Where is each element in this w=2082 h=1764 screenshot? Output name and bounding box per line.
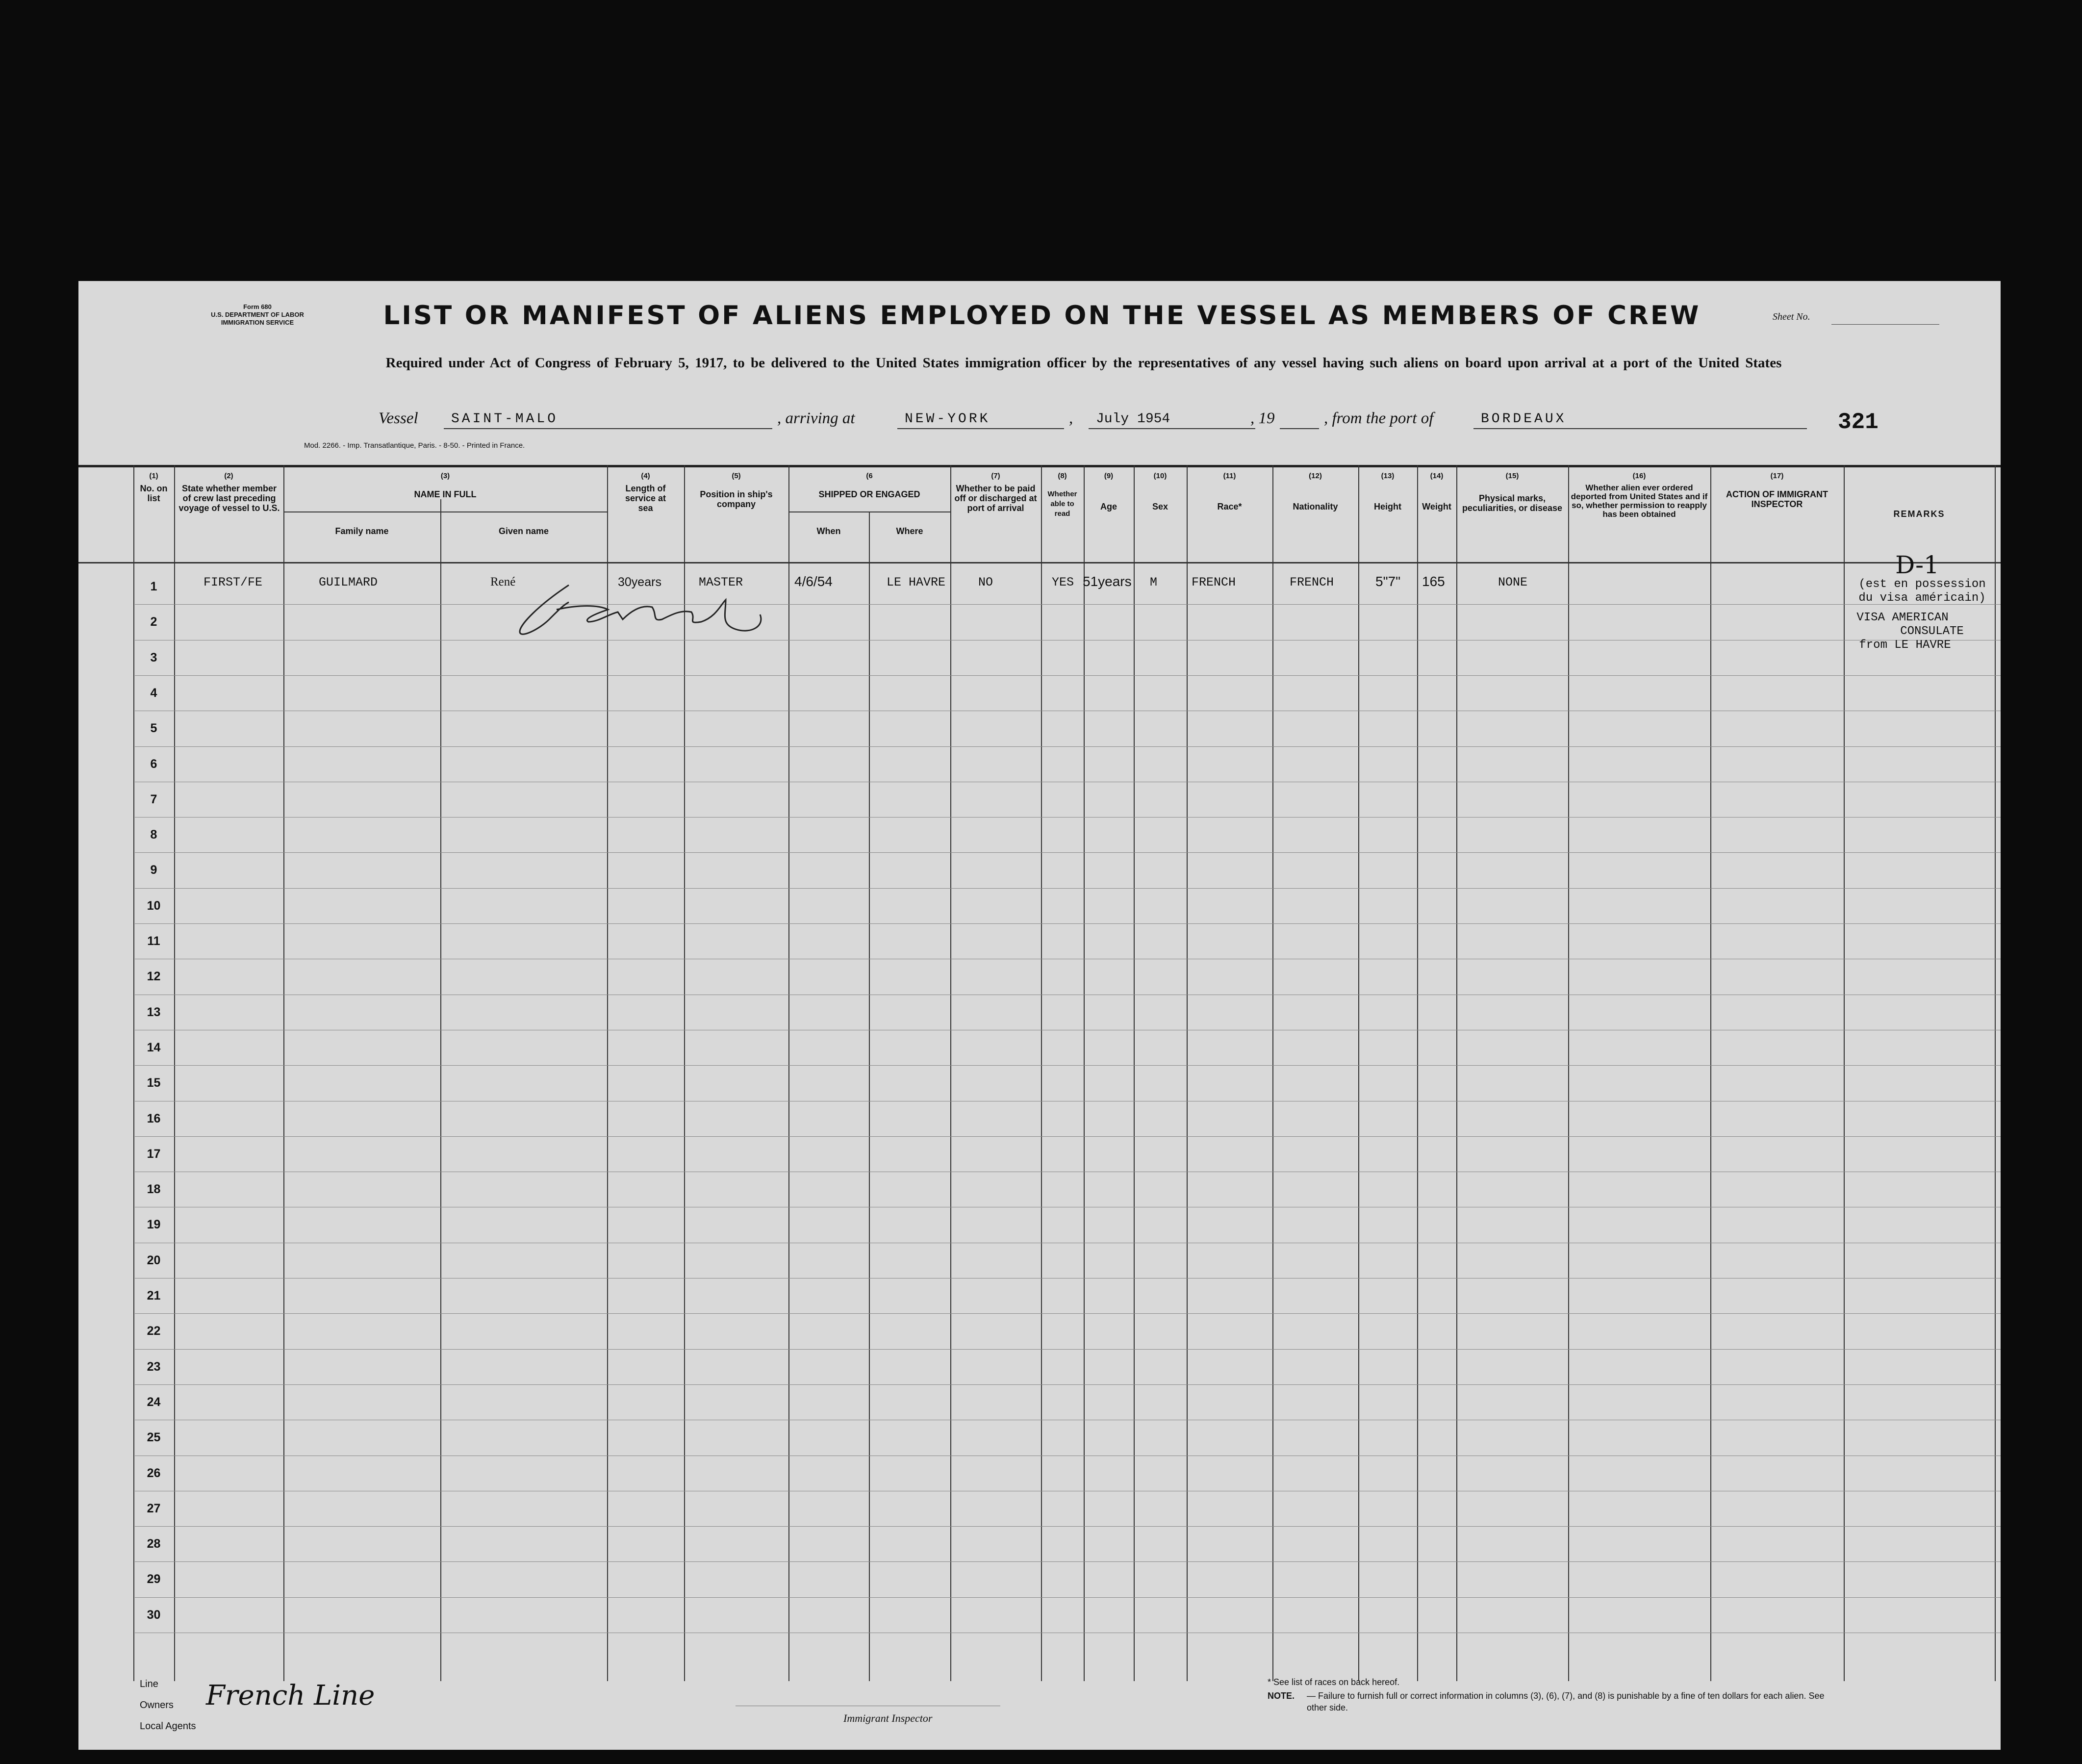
column-divider (174, 465, 175, 1681)
table-row (135, 604, 2001, 605)
column-header-shipped: SHIPPED OR ENGAGED (818, 489, 920, 499)
column-divider (1568, 465, 1569, 1681)
cell-where: LE HAVRE (887, 575, 946, 589)
row-number: 4 (150, 686, 157, 700)
table-row (135, 852, 2001, 853)
column-divider (133, 465, 134, 1681)
column-divider (950, 465, 951, 1681)
note-text: — Failure to furnish full or correct information in columns (3), (6), (7), and (8) is punishable by a fine of ten dollars for each alien. See other side. (1307, 1691, 1825, 1713)
cell-position: MASTER (699, 575, 743, 589)
row-number: 3 (150, 650, 157, 665)
local-agents-label: Local Agents (140, 1721, 196, 1732)
row-number: 28 (147, 1537, 161, 1551)
row-number: 7 (150, 792, 157, 806)
column-header-paid-off: Whether to be paid off or discharged at port of arrival (954, 484, 1037, 513)
signature (510, 575, 765, 644)
form-identifier: Form 680 U.S. DEPARTMENT OF LABOR IMMIGRATION SERVICE (211, 303, 304, 326)
table-row (135, 1065, 2001, 1066)
column-header-where: Where (896, 526, 923, 536)
column-number: (8) (1058, 472, 1067, 480)
column-divider (788, 465, 789, 1681)
column-divider (1995, 465, 1996, 1681)
column-header-nationality: Nationality (1293, 502, 1338, 511)
table-row (135, 1384, 2001, 1385)
column-header-sex: Sex (1152, 502, 1168, 511)
column-header-name: NAME IN FULL (414, 489, 477, 499)
cell-nationality: FRENCH (1290, 575, 1334, 589)
header-bottom-rule (78, 562, 2001, 563)
column-divider (1710, 465, 1711, 1681)
row-number: 14 (147, 1040, 161, 1054)
cell-weight: 165 (1422, 574, 1445, 589)
cell-sex: M (1150, 575, 1158, 589)
page-title: LIST OR MANIFEST OF ALIENS EMPLOYED ON THE VESSEL AS MEMBERS OF CREW (383, 301, 1701, 331)
cell-family-name: GUILMARD (319, 575, 378, 589)
column-divider (1187, 465, 1188, 1681)
owners-label: Owners (140, 1700, 174, 1711)
row-number: 12 (147, 970, 161, 984)
table-row (135, 675, 2001, 676)
row-number: 2 (150, 615, 157, 629)
table-row (135, 1561, 2001, 1562)
row-number: 21 (147, 1289, 161, 1303)
column-divider (1134, 465, 1135, 1681)
column-header-inspector-action: ACTION OF IMMIGRANT INSPECTOR (1726, 489, 1828, 509)
row-number: 10 (147, 898, 161, 913)
cell-paid-off: NO (978, 575, 993, 589)
remarks-line-1: (est en possession (1858, 578, 1986, 591)
cell-read: YES (1052, 575, 1074, 589)
year-label: , 19 (1250, 409, 1275, 427)
column-number: (1) (149, 472, 158, 480)
row-number: 19 (147, 1218, 161, 1232)
column-header-physical-marks: Physical marks, peculiarities, or disease (1462, 493, 1563, 513)
row-number: 8 (150, 828, 157, 842)
from-port-underline (1473, 428, 1807, 429)
cell-voyage: FIRST/FE (203, 575, 263, 589)
vessel-underline (444, 428, 772, 429)
row-number: 9 (150, 863, 157, 877)
column-header-read: Whether able to read (1047, 490, 1077, 518)
remarks-line-3: VISA AMERICAN (1856, 611, 1949, 624)
table-row (135, 817, 2001, 818)
column-divider (1041, 465, 1042, 1681)
row-number: 27 (147, 1501, 161, 1515)
arriving-label: , arriving at (777, 409, 855, 427)
column-divider (684, 465, 685, 1681)
column-header-age: Age (1100, 502, 1117, 511)
column-divider (1358, 465, 1359, 1681)
cell-when: 4/6/54 (794, 574, 833, 589)
column-number: (9) (1104, 472, 1114, 480)
manifest-sheet (78, 281, 2001, 1750)
column-number: (16) (1632, 472, 1646, 480)
row-number: 30 (147, 1608, 161, 1622)
row-number: 11 (147, 934, 160, 948)
cell-given-name: René (490, 575, 516, 588)
column-header-family-name: Family name (335, 526, 389, 536)
note-label: NOTE. (1268, 1691, 1295, 1701)
column-header-position: Position in ship's company (700, 489, 773, 509)
line-value-handwritten: French Line (206, 1680, 375, 1712)
from-port-label: , from the port of (1324, 409, 1434, 427)
column-header-race: Race* (1217, 502, 1242, 511)
row-number: 20 (147, 1253, 161, 1267)
column-divider (1456, 465, 1457, 1681)
row-number: 26 (147, 1466, 161, 1480)
date-underline (1089, 428, 1255, 429)
column-header-voyage: State whether member of crew last preceding voyage of vessel to U.S. (178, 484, 280, 513)
sheet-label: Sheet No. (1773, 311, 1810, 322)
column-header-no: No. on list (140, 484, 168, 503)
table-row (135, 1526, 2001, 1527)
row-number: 18 (147, 1182, 161, 1197)
column-number: (13) (1381, 472, 1395, 480)
races-note: * See list of races on back hereof. (1268, 1677, 1400, 1687)
row-number: 16 (147, 1111, 161, 1125)
remarks-line-5: from LE HAVRE (1859, 639, 1951, 652)
printer-note: Mod. 2266. - Imp. Transatlantique, Paris. - 8-50. - Printed in France. (304, 441, 525, 450)
column-number: (6 (866, 472, 873, 480)
cell-service: 30years (618, 575, 661, 589)
column-divider (283, 465, 284, 1681)
table-row (135, 1349, 2001, 1350)
from-port: BORDEAUX (1481, 411, 1567, 427)
sheet-number-line (1831, 324, 1939, 325)
date-comma: , (1069, 409, 1073, 427)
row-number: 5 (150, 721, 157, 736)
column-divider (607, 465, 608, 1681)
row-number: 23 (147, 1359, 161, 1374)
row-number: 24 (147, 1395, 161, 1409)
row-number: 22 (147, 1324, 161, 1338)
column-number: (14) (1430, 472, 1444, 480)
remarks-line-4: CONSULATE (1900, 625, 1964, 638)
remarks-handwritten-code: D-1 (1895, 551, 1939, 579)
column-number: (10) (1153, 472, 1167, 480)
column-header-remarks: REMARKS (1893, 509, 1945, 519)
name-subheader-rule (283, 511, 607, 512)
column-header-height: Height (1374, 502, 1401, 511)
column-header-deported: Whether alien ever ordered deported from United States and if so, whether permission to reapply has been obtained (1571, 483, 1708, 519)
row-number: 29 (147, 1572, 161, 1586)
table-row (135, 1597, 2001, 1598)
year-underline (1280, 428, 1319, 429)
vessel-name: SAINT-MALO (451, 411, 559, 427)
table-row (135, 1313, 2001, 1314)
cell-height: 5"7" (1375, 574, 1401, 589)
column-number: (15) (1505, 472, 1519, 480)
column-number: (4) (641, 472, 650, 480)
column-divider (1272, 465, 1273, 1681)
column-header-given-name: Given name (498, 526, 549, 536)
column-number: (17) (1770, 472, 1784, 480)
row-number: 1 (150, 580, 157, 593)
column-number: (12) (1309, 472, 1322, 480)
table-row (135, 746, 2001, 747)
column-number: (5) (732, 472, 741, 480)
column-divider (869, 511, 870, 1681)
shipped-subheader-rule (788, 511, 950, 512)
crew-table (78, 465, 2001, 1681)
table-row (135, 1136, 2001, 1137)
line-label: Line (140, 1679, 158, 1689)
column-divider (1417, 465, 1418, 1681)
arriving-port: NEW-YORK (905, 411, 990, 427)
table-row (135, 923, 2001, 924)
column-header-service: Length of service at sea (625, 484, 666, 513)
column-number: (2) (224, 472, 233, 480)
row-number: 6 (150, 757, 157, 771)
arriving-underline (897, 428, 1064, 429)
row-number: 25 (147, 1431, 161, 1445)
column-header-when: When (816, 526, 841, 536)
arrival-date: July 1954 (1096, 411, 1170, 427)
cell-physical-marks: NONE (1498, 575, 1528, 589)
row-number: 15 (147, 1076, 161, 1090)
row-number: 17 (147, 1147, 161, 1161)
subtitle: Required under Act of Congress of February 5, 1917, to be delivered to the United States immigration officer by the representatives of any vessel having such aliens on board upon arrival at a port of the United States (385, 355, 1782, 371)
column-divider (440, 499, 441, 1681)
cell-age: 51years (1083, 574, 1132, 589)
row-number: 13 (147, 1005, 161, 1019)
cell-race: FRENCH (1192, 575, 1236, 589)
sheet-number: 321 (1838, 409, 1879, 435)
column-header-weight: Weight (1422, 502, 1451, 511)
column-number: (3) (440, 472, 450, 480)
column-divider (1084, 465, 1085, 1681)
table-top-rule (78, 465, 2001, 467)
table-row (135, 888, 2001, 889)
column-number: (11) (1223, 472, 1236, 480)
remarks-line-2: du visa américain) (1858, 591, 1986, 605)
vessel-label: Vessel (379, 409, 418, 427)
inspector-label: Immigrant Inspector (843, 1712, 933, 1724)
column-number: (7) (991, 472, 1000, 480)
